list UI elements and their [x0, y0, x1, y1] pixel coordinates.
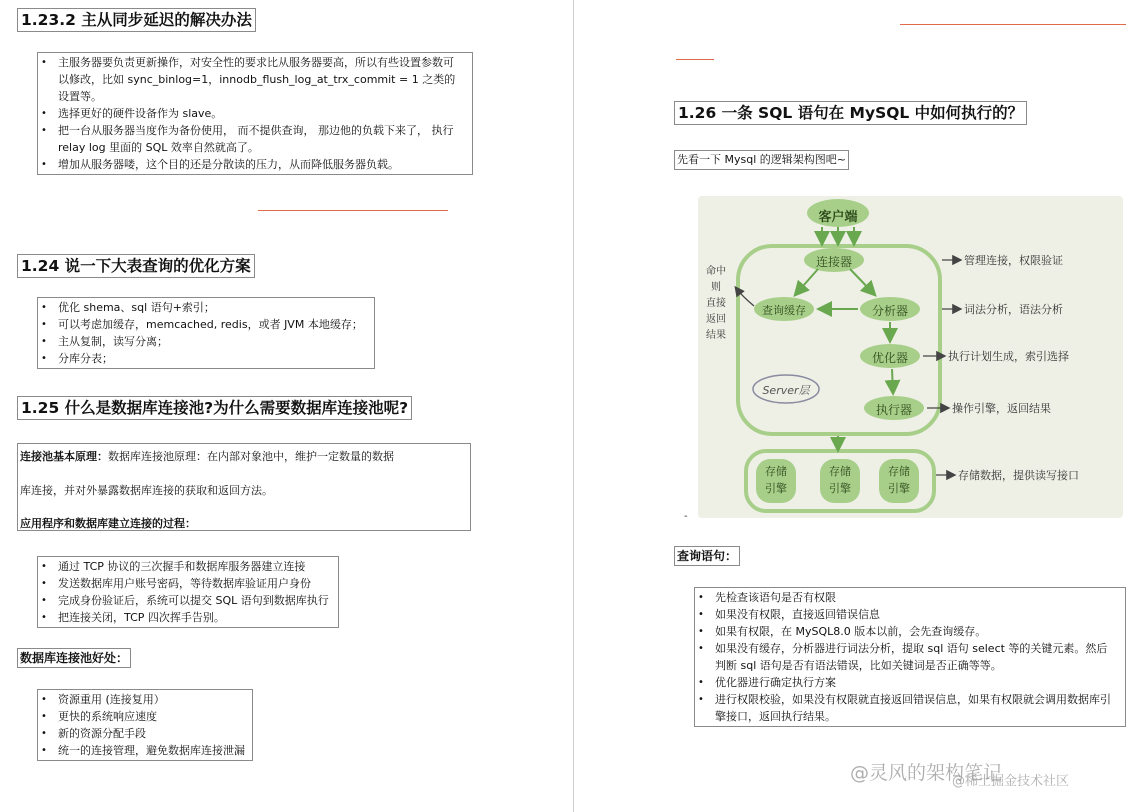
- query-label: 查询语句：: [674, 546, 740, 566]
- divider-line: [900, 24, 1126, 25]
- query-cache-label: 查询缓存: [762, 304, 806, 317]
- process-label: 应用程序和数据库建立连接的过程：: [20, 517, 196, 530]
- note-cache-hit: 命中 则 直接 返回 结果: [706, 266, 726, 341]
- list-item-cont: 擎接口，返回执行结果。: [715, 710, 836, 723]
- watermark-site: @稀土掘金技术社区: [952, 774, 1070, 789]
- analyzer-label: 分析器: [871, 304, 908, 318]
- heading-1-23-2: 1.23.2 主从同步延迟的解决办法: [17, 8, 256, 32]
- note-connector: 管理连接，权限验证: [964, 254, 1063, 267]
- storage-engine-label-1: 存储 引擎: [765, 465, 787, 495]
- list-item: • 优化器进行确定执行方案: [695, 674, 1125, 691]
- list-item: • 把连接关闭，TCP 四次挥手告别。: [38, 609, 338, 626]
- list-item: • 如果没有权限，直接返回错误信息: [695, 606, 1125, 623]
- connector-label: 连接器: [815, 255, 852, 269]
- divider-line-short: [676, 59, 714, 60]
- list-item: • 如果有权限，在 MySQL8.0 版本以前，会先查询缓存。: [695, 623, 1125, 640]
- list-item: • 进行权限校验，如果没有权限就直接返回错误信息，如果有权限就会调用数据库引: [695, 691, 1125, 708]
- list-item: • 增加从服务器喽，这个目的还是分散读的压力，从而降低服务器负载。: [38, 156, 472, 173]
- list-benefits: [37, 689, 253, 761]
- list-1-23-2: [37, 52, 473, 175]
- heading-1-26: 1.26 一条 SQL 语句在 MySQL 中如何执行的？: [674, 101, 1027, 125]
- optimizer-label: 优化器: [871, 351, 908, 365]
- executor-label: 执行器: [875, 403, 912, 417]
- principle-text-2: 库连接，并对外暴露数据库连接的获取和返回方法。: [20, 484, 273, 497]
- benefit-label: 数据库连接池好处：: [17, 648, 131, 668]
- list-item: • 完成身份验证后，系统可以提交 SQL 语句到数据库执行: [38, 592, 338, 609]
- list-item: • 主服务器要负责更新操作，对安全性的要求比从服务器要高，所以有些设置参数可: [38, 54, 472, 71]
- list-item: • 更快的系统响应速度: [38, 708, 252, 725]
- list-item: • 统一的连接管理，避免数据库连接泄漏: [38, 742, 252, 759]
- note-executor: 操作引擎，返回结果: [952, 402, 1051, 415]
- list-query-steps: [694, 587, 1126, 727]
- note-analyzer: 词法分析，语法分析: [964, 303, 1063, 316]
- intro-text: 先看一下 Mysql 的逻辑架构图吧~: [674, 150, 849, 170]
- note-storage: 存储数据，提供读写接口: [958, 469, 1079, 482]
- list-item: • 可以考虑加缓存，memcached, redis，或者 JVM 本地缓存；: [38, 316, 374, 333]
- list-item-cont: 设置等。: [58, 90, 102, 103]
- heading-1-25: 1.25 什么是数据库连接池?为什么需要数据库连接池呢?: [17, 396, 412, 420]
- list-process: [37, 556, 339, 628]
- storage-engine-label-2: 存储 引擎: [829, 465, 851, 495]
- list-item: • 通过 TCP 协议的三次握手和数据库服务器建立连接: [38, 558, 338, 575]
- list-item: • 如果没有缓存，分析器进行词法分析，提取 sql 语句 select 等的关键元素。然后: [695, 640, 1125, 657]
- divider-line: [258, 210, 448, 211]
- list-item: • 主从复制，读写分离；: [38, 333, 374, 350]
- principle-text: 数据库连接池原理：在内部对象池中，维护一定数量的数据: [108, 450, 394, 463]
- list-item-cont: 以修改，比如 sync_binlog=1，innodb_flush_log_at_trx_commit = 1 之类的: [58, 73, 456, 86]
- list-item: • 发送数据库用户账号密码，等待数据库验证用户身份: [38, 575, 338, 592]
- note-optimizer: 执行计划生成，索引选择: [948, 350, 1069, 363]
- mysql-architecture-diagram: [698, 196, 1123, 518]
- principle-block: [17, 443, 471, 531]
- list-item: • 新的资源分配手段: [38, 725, 252, 742]
- list-item: • 选择更好的硬件设备作为 slave。: [38, 105, 472, 122]
- list-1-24: [37, 297, 375, 369]
- list-item-cont: relay log 里面的 SQL 效率自然就高了。: [58, 141, 259, 154]
- server-layer-label: Server层: [762, 384, 810, 397]
- list-item-cont: 判断 sql 语句是否有语法错误，比如关键词是否正确等等。: [715, 659, 1002, 672]
- list-item: • 分库分表；: [38, 350, 374, 367]
- dash-mark: -: [684, 511, 688, 522]
- principle-label: 连接池基本原理：: [20, 450, 108, 463]
- list-item: • 优化 shema、sql 语句+索引；: [38, 299, 374, 316]
- storage-engine-label-3: 存储 引擎: [888, 465, 910, 495]
- watermark-author: @灵风的架构笔记: [850, 762, 1003, 784]
- list-item: • 把一台从服务器当度作为备份使用， 而不提供查询， 那边他的负载下来了， 执行: [38, 122, 472, 139]
- list-item: • 资源重用 (连接复用）: [38, 691, 252, 708]
- heading-1-24: 1.24 说一下大表查询的优化方案: [17, 254, 255, 278]
- page-divider: [573, 0, 574, 812]
- client-label: 客户端: [818, 210, 858, 225]
- list-item: • 先检查该语句是否有权限: [695, 589, 1125, 606]
